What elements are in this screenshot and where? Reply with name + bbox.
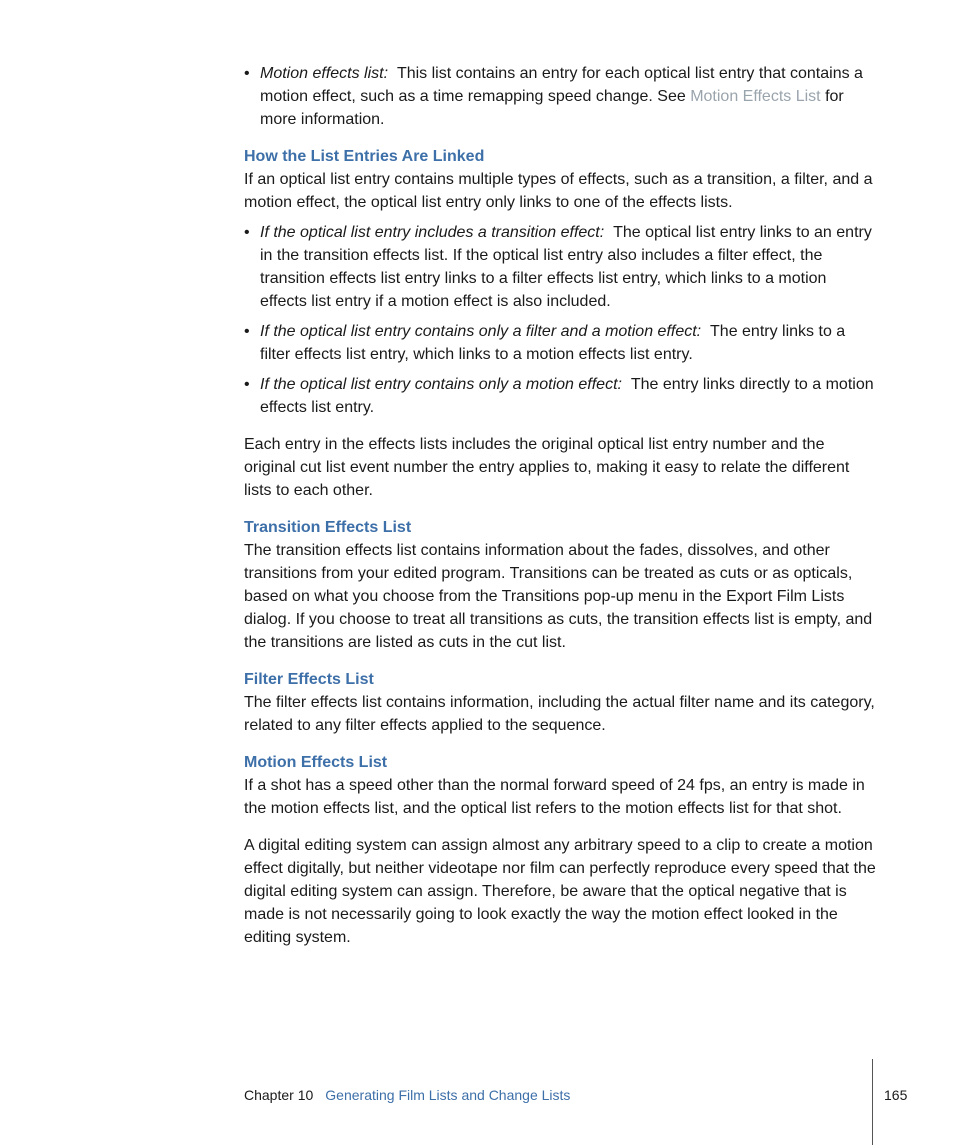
section-body: If a shot has a speed other than the normal forward speed of 24 fps, an entry is made in the motion effects list, and the optical list refers to the motion effects list for that shot. — [244, 777, 865, 817]
bullet-text-after: for more information. — [260, 88, 844, 128]
section-body: The filter effects list contains information, including the actual filter name and its category, related to any filter effects applied to the sequence. — [244, 694, 875, 734]
footer-chapter-title[interactable]: Generating Film Lists and Change Lists — [325, 1087, 571, 1103]
list-item — [244, 221, 876, 313]
section-intro: If an optical list entry contains multiple types of effects, such as a transition, a filter, and a motion effect, the optical list entry only links to one of the effects lists. — [244, 171, 873, 211]
list-item — [244, 320, 876, 366]
bullet-lead: If the optical list entry contains only a motion effect: — [260, 376, 622, 393]
section-body: A digital editing system can assign almost any arbitrary speed to a clip to create a motion effect digitally, but neither videotape nor film can perfectly reproduce every speed that the digital editing system can assign. Therefore, be aware that the optical negative that is made is not necessarily going to look exactly the way the motion effect looked in the editing system. — [244, 837, 876, 946]
section-heading-transition: Transition Effects List — [244, 519, 412, 536]
footer-chapter: Chapter 10 — [244, 1087, 314, 1103]
page-content — [244, 62, 876, 949]
bullet-dot: • — [244, 65, 250, 82]
list-item — [244, 373, 876, 419]
section-heading-filter: Filter Effects List — [244, 671, 374, 688]
section-heading-motion: Motion Effects List — [244, 754, 388, 771]
bullet-lead: If the optical list entry includes a transition effect: — [260, 224, 605, 241]
bullet-text: The entry links directly to a motion effects list entry. — [260, 376, 874, 416]
bullet-text: The optical list entry links to an entry in the transition effects list. If the optical list entry also includes a filter effect, the transition effects list entry links to a filter effects list entry, which links to a motion effects list entry if a motion effect is also included. — [260, 224, 872, 310]
bullet-lead: Motion effects list: — [260, 65, 389, 82]
section-body: The transition effects list contains information about the fades, dissolves, and other transitions from your edited program. Transitions can be treated as cuts or as opticals, based on what you choose from the Transitions pop-up menu in the Export Film Lists dialog. If you choose to treat all transitions as cuts, the transition effects list is empty, and the transitions are listed as cuts in the cut list. — [244, 542, 873, 651]
bullet-text: This list contains an entry for each optical list entry that contains a motion effect, such as a time remapping speed change. See — [260, 65, 863, 105]
footer-divider — [872, 1059, 873, 1145]
list-item — [244, 62, 876, 131]
section-closing: Each entry in the effects lists includes the original optical list entry number and the original cut list event number the entry applies to, making it easy to relate the different lists to each other. — [244, 436, 850, 499]
bullet-lead: If the optical list entry contains only a filter and a motion effect: — [260, 323, 702, 340]
bullet-dot: • — [244, 323, 250, 340]
page-number: 165 — [884, 1087, 908, 1103]
bullet-dot: • — [244, 224, 250, 241]
bullet-text: The entry links to a filter effects list entry, which links to a motion effects list entry. — [260, 323, 846, 363]
section-heading-linked: How the List Entries Are Linked — [244, 148, 485, 165]
motion-effects-list-link[interactable]: Motion Effects List — [690, 88, 821, 105]
page-footer — [244, 1085, 570, 1105]
bullet-dot: • — [244, 376, 250, 393]
